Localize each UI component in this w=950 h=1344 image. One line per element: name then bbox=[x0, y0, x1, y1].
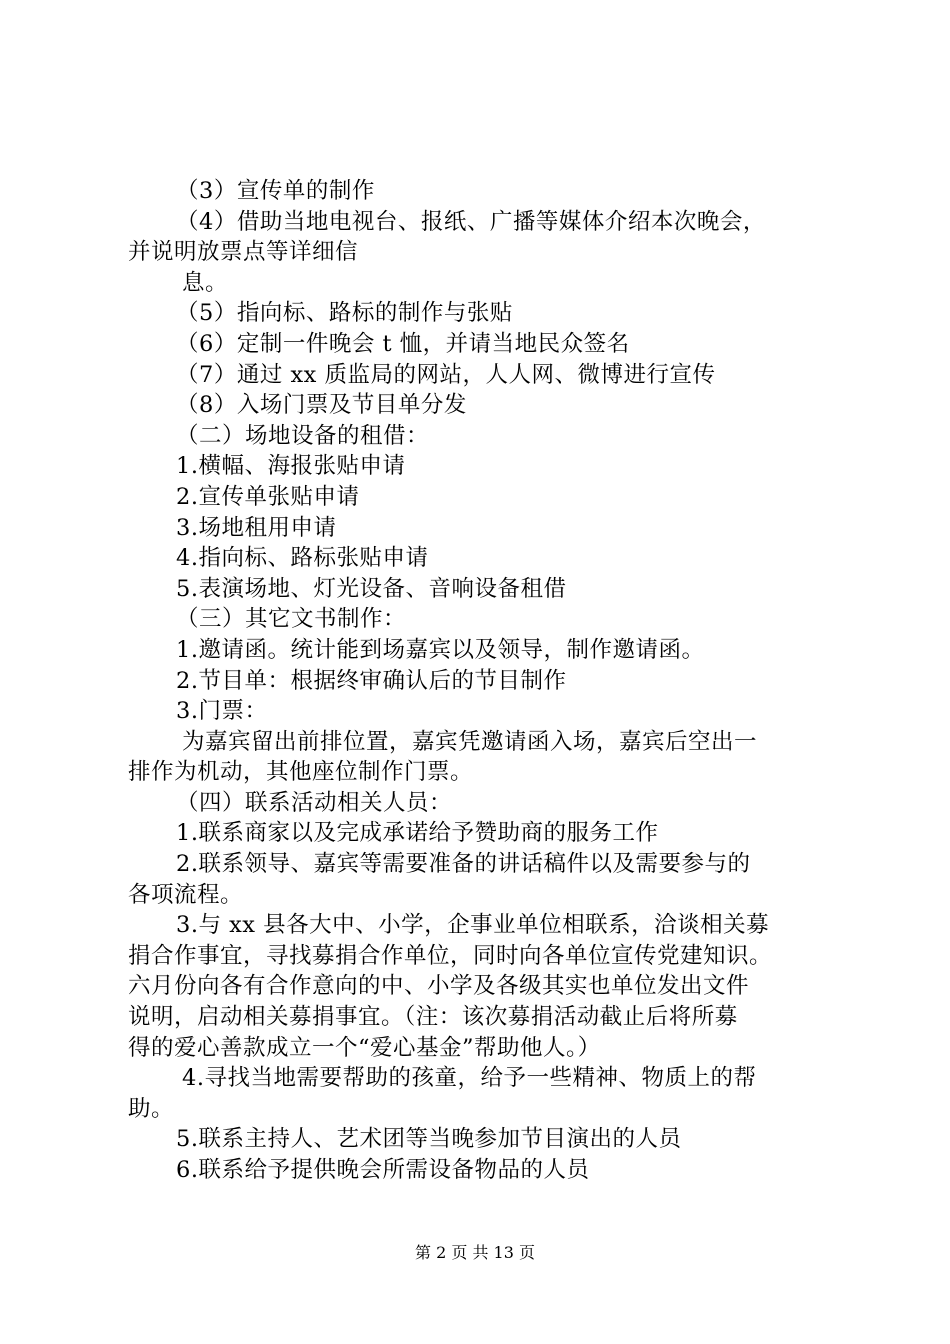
text-line: 2.节目单：根据终审确认后的节目制作 bbox=[176, 667, 567, 694]
text-line: 3.场地租用申请 bbox=[176, 514, 337, 541]
text-line: （8）入场门票及节目单分发 bbox=[176, 392, 467, 419]
text-line: 助。 bbox=[128, 1095, 175, 1122]
text-line: （5）指向标、路标的制作与张贴 bbox=[176, 300, 513, 327]
text-line: 5.表演场地、灯光设备、音响设备租借 bbox=[176, 575, 567, 602]
text-line: 4.寻找当地需要帮助的孩童，给予一些精神、物质上的帮 bbox=[182, 1065, 757, 1092]
text-line: 4.指向标、路标张贴申请 bbox=[176, 545, 429, 572]
text-line: 1.邀请函。统计能到场嘉宾以及领导，制作邀请函。 bbox=[176, 636, 705, 663]
text-line: 2.宣传单张贴申请 bbox=[176, 483, 360, 510]
text-line: 2.联系领导、嘉宾等需要准备的讲话稿件以及需要参与的 bbox=[176, 851, 751, 878]
text-line: 排作为机动，其他座位制作门票。 bbox=[128, 759, 474, 786]
text-line: 并说明放票点等详细信 bbox=[128, 239, 359, 266]
text-line: 5.联系主持人、艺术团等当晚参加节目演出的人员 bbox=[176, 1126, 682, 1153]
page-footer: 第 2 页 共 13 页 bbox=[415, 1243, 535, 1262]
text-line: 各项流程。 bbox=[128, 881, 244, 908]
text-line: 六月份向各有合作意向的中、小学及各级其实也单位发出文件 bbox=[128, 973, 750, 1000]
text-line: （四）联系活动相关人员： bbox=[176, 789, 453, 816]
text-line: 6.联系给予提供晚会所需设备物品的人员 bbox=[176, 1157, 590, 1183]
text-line: （三）其它文书制作： bbox=[176, 606, 407, 633]
text-line: 说明，启动相关募捐事宜。（注：该次募捐活动截止后将所募 bbox=[128, 1004, 738, 1031]
text-line: 1.联系商家以及完成承诺给予赞助商的服务工作 bbox=[176, 820, 659, 847]
text-line: （4）借助当地电视台、报纸、广播等媒体介绍本次晚会， bbox=[176, 208, 766, 235]
text-line: 捐合作事宜，寻找募捐合作单位，同时向各单位宣传党建知识。 bbox=[128, 942, 773, 969]
text-line: 1.横幅、海报张贴申请 bbox=[176, 453, 406, 480]
text-line: （6）定制一件晚会 t 恤，并请当地民众签名 bbox=[176, 330, 630, 357]
text-line: （二）场地设备的租借： bbox=[176, 422, 430, 449]
document-body bbox=[128, 176, 833, 1186]
text-line: 得的爱心善款成立一个“爱心基金”帮助他人。） bbox=[128, 1034, 601, 1061]
text-line: （3）宣传单的制作 bbox=[176, 178, 375, 204]
text-line: 为嘉宾留出前排位置，嘉宾凭邀请函入场，嘉宾后空出一 bbox=[182, 728, 758, 755]
text-line: 3.门票： bbox=[176, 698, 268, 725]
text-line: 息。 bbox=[182, 269, 229, 296]
text-line: （7）通过 xx 质监局的网站，人人网、微博进行宣传 bbox=[176, 361, 716, 388]
text-line: 3.与 xx 县各大中、小学，企事业单位相联系，洽谈相关募 bbox=[176, 912, 770, 939]
